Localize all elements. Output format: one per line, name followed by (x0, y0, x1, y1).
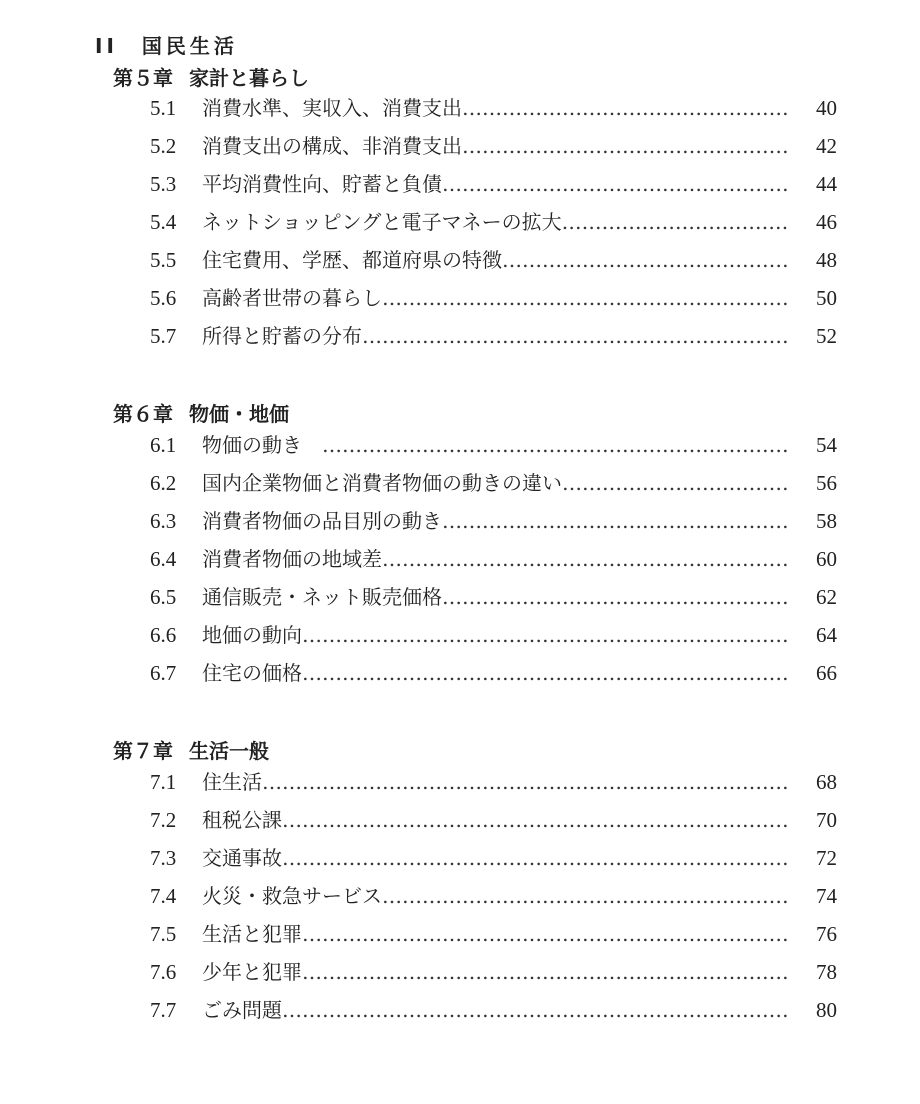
page-number: 44 (816, 172, 837, 196)
section-number: 7.7 (150, 998, 177, 1022)
section-number: 5.3 (150, 172, 177, 196)
toc-entry[interactable] (0, 582, 920, 612)
toc-entry[interactable] (0, 767, 920, 797)
page-number: 76 (816, 922, 837, 946)
section-title: 国内企業物価と消費者物価の動きの違い ………………………………………………………………………………………… (202, 468, 788, 498)
section-number: 6.3 (150, 509, 177, 533)
chapter-title: 生活一般 (189, 739, 269, 763)
toc-entry[interactable] (0, 245, 920, 275)
page-number: 40 (816, 96, 837, 120)
page-number: 42 (816, 134, 837, 158)
toc-entry[interactable] (0, 169, 920, 199)
section-title: 所得と貯蓄の分布 ………………………………………………………………………………………… (202, 321, 788, 351)
toc-entry[interactable] (0, 881, 920, 911)
page-number: 64 (816, 623, 837, 647)
page-number: 50 (816, 286, 837, 310)
section-number: 6.2 (150, 471, 177, 495)
toc-entry[interactable] (0, 658, 920, 688)
section-title: 租税公課 ………………………………………………………………………………………… (202, 805, 788, 835)
toc-entry[interactable] (0, 544, 920, 574)
toc-entry[interactable] (0, 919, 920, 949)
section-title: 高齢者世帯の暮らし ………………………………………………………………………………………… (202, 283, 788, 313)
toc-entry[interactable] (0, 468, 920, 498)
section-number: 5.6 (150, 286, 177, 310)
chapter-heading (113, 62, 309, 91)
section-number: 7.5 (150, 922, 177, 946)
section-number: 6.7 (150, 661, 177, 685)
toc-entry[interactable] (0, 131, 920, 161)
section-title: 消費者物価の品目別の動き ………………………………………………………………………………………… (202, 506, 788, 536)
section-number: 6.4 (150, 547, 177, 571)
section-number: 6.6 (150, 623, 177, 647)
page-number: 52 (816, 324, 837, 348)
section-title: 通信販売・ネット販売価格 ………………………………………………………………………………………… (202, 582, 788, 612)
chapter-number: 第５章 (113, 66, 173, 90)
toc-entry[interactable] (0, 843, 920, 873)
section-title: 少年と犯罪 ………………………………………………………………………………………… (202, 957, 788, 987)
page-number: 78 (816, 960, 837, 984)
chapter-heading (113, 735, 269, 764)
section-title: ごみ問題 ………………………………………………………………………………………… (202, 995, 788, 1025)
section-title: 交通事故 ………………………………………………………………………………………… (202, 843, 788, 873)
chapter-number: 第６章 (113, 402, 173, 426)
section-number: 7.1 (150, 770, 177, 794)
section-title: 物価の動き ………………………………………………………………………………………… (202, 430, 788, 460)
toc-entry[interactable] (0, 805, 920, 835)
section-title: 住宅の価格 ………………………………………………………………………………………… (202, 658, 788, 688)
section-number: 5.1 (150, 96, 177, 120)
chapter-number: 第７章 (113, 739, 173, 763)
section-number: 5.2 (150, 134, 177, 158)
section-title: 消費支出の構成、非消費支出 ………………………………………………………………………………………… (202, 131, 788, 161)
page-number: 60 (816, 547, 837, 571)
section-number: 7.3 (150, 846, 177, 870)
section-number: 5.7 (150, 324, 177, 348)
section-number: 7.4 (150, 884, 177, 908)
section-title: 火災・救急サービス ………………………………………………………………………………………… (202, 881, 788, 911)
section-title: 消費水準、実収入、消費支出 ………………………………………………………………………………………… (202, 93, 788, 123)
page-number: 74 (816, 884, 837, 908)
section-title: 平均消費性向、貯蓄と負債 ………………………………………………………………………………………… (202, 169, 788, 199)
section-number: 6.1 (150, 433, 177, 457)
chapter-heading (113, 398, 289, 427)
section-title: 消費者物価の地域差 ………………………………………………………………………………………… (202, 544, 788, 574)
section-number: 6.5 (150, 585, 177, 609)
toc-entry[interactable] (0, 430, 920, 460)
section-number: 5.5 (150, 248, 177, 272)
section-title: 地価の動向 ………………………………………………………………………………………… (202, 620, 788, 650)
toc-entry[interactable] (0, 321, 920, 351)
section-title: ネットショッピングと電子マネーの拡大 ………………………………………………………………………………………… (202, 207, 788, 237)
section-title: 住生活 ………………………………………………………………………………………… (202, 767, 788, 797)
page-number: 68 (816, 770, 837, 794)
page-number: 58 (816, 509, 837, 533)
section-number: 7.6 (150, 960, 177, 984)
toc-entry[interactable] (0, 506, 920, 536)
chapter-title: 物価・地価 (189, 402, 289, 426)
page-number: 70 (816, 808, 837, 832)
toc-entry[interactable] (0, 620, 920, 650)
page-number: 80 (816, 998, 837, 1022)
section-title: 住宅費用、学歴、都道府県の特徴 ………………………………………………………………………………………… (202, 245, 788, 275)
page-number: 46 (816, 210, 837, 234)
page-number: 62 (816, 585, 837, 609)
page-number: 56 (816, 471, 837, 495)
section-number: 5.4 (150, 210, 177, 234)
page-number: 66 (816, 661, 837, 685)
toc-entry[interactable] (0, 207, 920, 237)
toc-entry[interactable] (0, 283, 920, 313)
page-number: 54 (816, 433, 837, 457)
toc-entry[interactable] (0, 93, 920, 123)
toc-entry[interactable] (0, 957, 920, 987)
section-number: 7.2 (150, 808, 177, 832)
part-title: II 国民生活 (95, 34, 238, 58)
page-number: 72 (816, 846, 837, 870)
toc-entry[interactable] (0, 995, 920, 1025)
section-title: 生活と犯罪 ………………………………………………………………………………………… (202, 919, 788, 949)
chapter-title: 家計と暮らし (189, 66, 309, 90)
page-number: 48 (816, 248, 837, 272)
